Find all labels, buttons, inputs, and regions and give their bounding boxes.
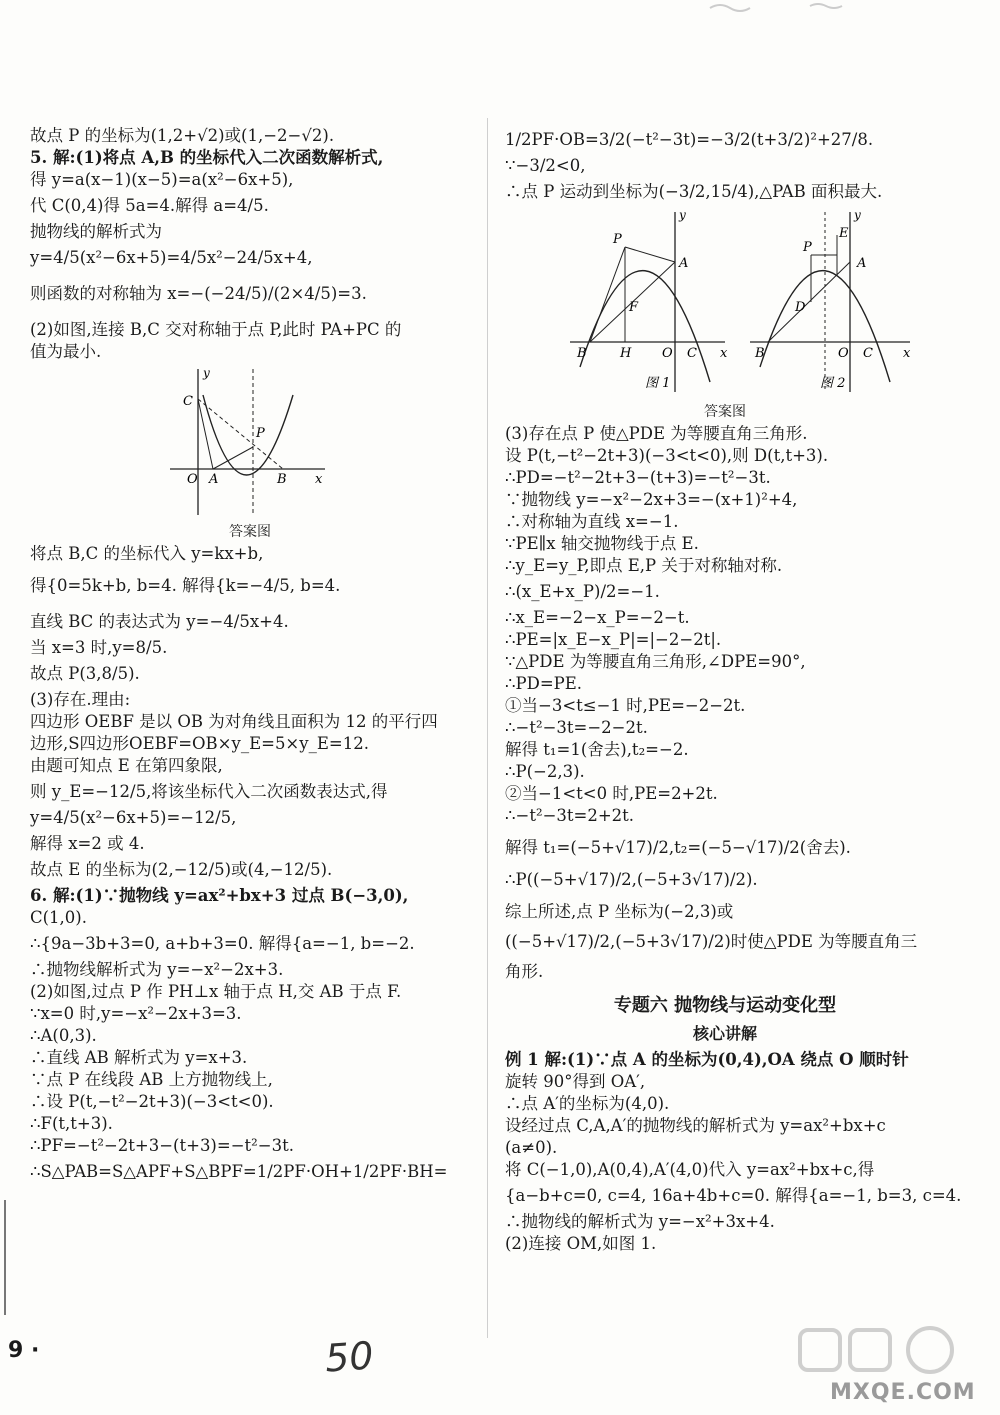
margin-mark <box>4 1200 6 1315</box>
fig-label: y <box>679 208 686 222</box>
text-line: 四边形 OEBF 是以 OB 为对角线且面积为 12 的平行四 <box>30 712 438 731</box>
text-line: ∴PF=−t²−2t+3−(t+3)=−t²−3t. <box>30 1136 294 1155</box>
text-line: ∴−t²−3t=2+2t. <box>505 806 635 825</box>
text-line: ∴PD=PE. <box>505 674 583 693</box>
text-line: ∴S△PAB=S△APF+S△BPF=1/2PF·OH+1/2PF·BH= <box>30 1162 448 1181</box>
text-line: ∴点 A′的坐标为(4,0). <box>505 1094 670 1113</box>
text-line: ∴{9a−3b+3=0, a+b+3=0. 解得{a=−1, b=−2. <box>30 934 415 953</box>
fig-label: A <box>679 256 689 271</box>
fig-label: D <box>795 300 806 315</box>
page-number: 9 · <box>8 1338 40 1363</box>
text-line: ((−5+√17)/2,(−5+3√17)/2)时使△PDE 为等腰直角三 <box>505 932 918 951</box>
fig-label: P <box>803 240 812 255</box>
text-line: 当 x=3 时,y=8/5. <box>30 638 168 657</box>
fig-label: O <box>662 346 673 361</box>
text-line: (a≠0). <box>505 1138 558 1157</box>
text-line: 值为最小. <box>30 342 102 361</box>
text-line: ∵△PDE 为等腰直角三角形,∠DPE=90°, <box>505 652 806 671</box>
fig-label: H <box>620 346 632 361</box>
text-line: ∴抛物线解析式为 y=−x²−2x+3. <box>30 960 284 979</box>
figure-2 <box>750 208 911 392</box>
text-line: (2)如图,过点 P 作 PH⊥x 轴于点 H,交 AB 于点 F. <box>30 982 402 1001</box>
text-line: y=4/5(x²−6x+5)=−12/5, <box>30 808 237 827</box>
text-line: (3)存在点 P 使△PDE 为等腰直角三角形. <box>505 424 808 443</box>
figure-caption: 答案图 <box>704 404 746 420</box>
text-line: 故点 P(3,8/5). <box>30 664 140 683</box>
text-line: {a−b+c=0, c=4, 16a+4b+c=0. 解得{a=−1, b=3, c=4. <box>505 1186 962 1205</box>
section-title: 专题六 抛物线与运动变化型 <box>613 995 837 1016</box>
fig-label: P <box>256 426 265 441</box>
text-line: 抛物线的解析式为 <box>30 222 162 241</box>
text-line: 则 y_E=−12/5,将该坐标代入二次函数表达式,得 <box>30 782 388 801</box>
text-line: 则函数的对称轴为 x=−(−24/5)/(2×4/5)=3. <box>30 284 367 303</box>
text-line: 5. 解:(1)将点 A,B 的坐标代入二次函数解析式, <box>30 148 384 167</box>
fig-label: y <box>854 208 861 222</box>
fig-label: B <box>755 346 765 361</box>
text-line: 解得 x=2 或 4. <box>30 834 145 853</box>
text-line: ①当−3<t≤−1 时,PE=−2−2t. <box>505 696 746 715</box>
text-line: 设 P(t,−t²−2t+3)(−3<t<0),则 D(t,t+3). <box>505 446 829 465</box>
text-line: 代 C(0,4)得 5a=4.解得 a=4/5. <box>30 196 269 215</box>
text-line: ∵x=0 时,y=−x²−2x+3=3. <box>30 1004 242 1023</box>
text-line: 由题可知点 E 在第四象限, <box>30 756 223 775</box>
text-line: (3)存在.理由: <box>30 690 131 709</box>
text-line: ∵PE∥x 轴交抛物线于点 E. <box>505 534 699 553</box>
text-line: ∴PD=−t²−2t+3−(t+3)=−t²−3t. <box>505 468 771 487</box>
text-line: 故点 P 的坐标为(1,2+√2)或(1,−2−√2). <box>30 126 335 145</box>
watermark-text: MXQE.COM <box>830 1380 976 1405</box>
text-line: 例 1 解:(1)∵点 A 的坐标为(0,4),OA 绕点 O 顺时针 <box>505 1050 909 1069</box>
text-line: 角形. <box>505 962 544 981</box>
text-line: ∴设 P(t,−t²−2t+3)(−3<t<0). <box>30 1092 274 1111</box>
fig-label: A <box>209 472 219 487</box>
text-line: 解得 t₁=1(舍去),t₂=−2. <box>505 740 689 759</box>
fig-label: x <box>720 346 728 361</box>
text-line: (2)连接 OM,如图 1. <box>505 1234 657 1253</box>
answer-figure-left <box>165 367 335 517</box>
text-line: ∴P((−5+√17)/2,(−5+3√17)/2). <box>505 870 758 889</box>
text-line: 得 y=a(x−1)(x−5)=a(x²−6x+5), <box>30 170 294 189</box>
fig-label: P <box>613 232 622 247</box>
text-line: ②当−1<t<0 时,PE=2+2t. <box>505 784 718 803</box>
text-line: C(1,0). <box>30 908 87 927</box>
text-line: 得{0=5k+b, b=4. 解得{k=−4/5, b=4. <box>30 576 341 595</box>
fig-label: C <box>687 346 697 361</box>
text-line: 解得 t₁=(−5+√17)/2,t₂=(−5−√17)/2(舍去). <box>505 838 851 857</box>
text-line: 将 C(−1,0),A(0,4),A′(4,0)代入 y=ax²+bx+c,得 <box>505 1160 875 1179</box>
fig-label: B <box>277 472 287 487</box>
text-line: ∵点 P 在线段 AB 上方抛物线上, <box>30 1070 273 1089</box>
text-line: ∴F(t,t+3). <box>30 1114 113 1133</box>
text-line: ∴x_E=−2−x_P=−2−t. <box>505 608 690 627</box>
text-line: ∴抛物线的解析式为 y=−x²+3x+4. <box>505 1212 775 1231</box>
text-line: y=4/5(x²−6x+5)=4/5x²−24/5x+4, <box>30 248 313 267</box>
text-line: ∴(x_E+x_P)/2=−1. <box>505 582 660 601</box>
figure-caption: 图 1 <box>645 376 671 391</box>
text-line: 6. 解:(1)∵抛物线 y=ax²+bx+3 过点 B(−3,0), <box>30 886 409 905</box>
text-line: ∴y_E=y_P,即点 E,P 关于对称轴对称. <box>505 556 783 575</box>
fig-label: x <box>903 346 911 361</box>
fig-label: E <box>839 226 849 241</box>
text-line: 直线 BC 的表达式为 y=−4/5x+4. <box>30 612 289 631</box>
fig-label: F <box>629 300 639 315</box>
text-line: ∴点 P 运动到坐标为(−3/2,15/4),△PAB 面积最大. <box>505 182 883 201</box>
figure-1 <box>570 208 728 392</box>
text-line: (2)如图,连接 B,C 交对称轴于点 P,此时 PA+PC 的 <box>30 320 402 339</box>
fig-label: y <box>203 367 210 380</box>
text-line: ∴直线 AB 解析式为 y=x+3. <box>30 1048 248 1067</box>
text-line: ∴A(0,3). <box>30 1026 97 1045</box>
sub-title: 核心讲解 <box>692 1024 757 1043</box>
text-line: 综上所述,点 P 坐标为(−2,3)或 <box>505 902 734 921</box>
fig-label: O <box>187 472 198 487</box>
answer-figures-right <box>525 207 925 397</box>
scan-marks <box>560 0 960 20</box>
text-line: 设经过点 C,A,A′的抛物线的解析式为 y=ax²+bx+c <box>505 1116 886 1135</box>
text-line: 旋转 90°得到 OA′, <box>505 1072 646 1091</box>
fig-label: O <box>838 346 849 361</box>
text-line: 1/2PF·OB=3/2(−t²−3t)=−3/2(t+3/2)²+27/8. <box>505 130 874 149</box>
fig-label: C <box>183 394 193 409</box>
text-line: 将点 B,C 的坐标代入 y=kx+b, <box>30 544 264 563</box>
text-line: ∵−3/2<0, <box>505 156 586 175</box>
text-line: ∴P(−2,3). <box>505 762 585 781</box>
figure-caption: 图 2 <box>820 376 846 391</box>
text-line: ∴对称轴为直线 x=−1. <box>505 512 679 531</box>
left-column <box>30 125 470 1187</box>
figure-caption: 答案图 <box>229 524 271 540</box>
text-line: ∵抛物线 y=−x²−2x+3=−(x+1)²+4, <box>505 490 798 509</box>
text-line: 边形,S四边形OEBF=OB×y_E=5×y_E=12. <box>30 734 369 753</box>
fig-label: C <box>863 346 873 361</box>
fig-label: B <box>577 346 587 361</box>
text-line: 故点 E 的坐标为(2,−12/5)或(4,−12/5). <box>30 860 333 879</box>
text-line: ∴−t²−3t=−2−2t. <box>505 718 648 737</box>
right-column <box>505 125 962 1255</box>
fig-label: x <box>315 472 323 487</box>
fig-label: A <box>857 256 867 271</box>
column-divider <box>487 118 488 1338</box>
handwritten-number: 50 <box>323 1333 375 1381</box>
text-line: ∴PE=|x_E−x_P|=|−2−2t|. <box>505 630 722 649</box>
